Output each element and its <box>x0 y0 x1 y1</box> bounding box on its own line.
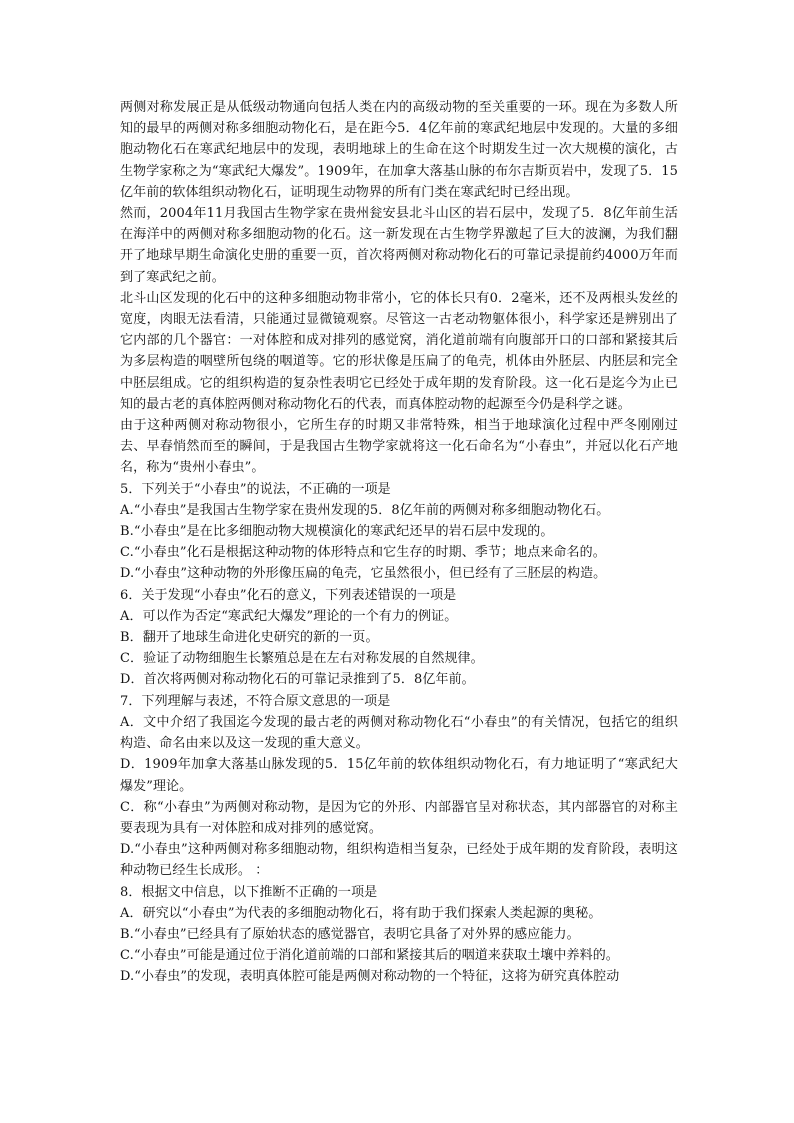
option-b: B.“小春虫”已经具有了原始状态的感觉器官，表明它具备了对外界的感应能力。 <box>120 926 580 942</box>
question-5 <box>120 479 678 585</box>
question-6 <box>120 585 678 691</box>
question-7 <box>120 691 678 882</box>
option-b: B.“小春虫”是在比多细胞动物大规模演化的寒武纪还早的岩石层中发现的。 <box>120 524 554 540</box>
option-c: C．验证了动物细胞生长繁殖总是在左右对称发展的自然规律。 <box>120 651 484 667</box>
passage-paragraph-3: 北斗山区发现的化石中的这种多细胞动物非常小，它的体长只有0．2毫米，还不及两根头发丝的宽度，肉眼无法看清，只能通过显微镜观察。尽管这一古老动物躯体很小，科学家还是辨别出了它内部的几个器官：一对体腔和成对排列的感觉窝，消化道前端有向腹部开口的口部和紧接其后为多层构造的咽壁所包绕的咽道等。它的形状像是压扁了的龟壳，机体由外胚层、内胚层和完全中胚层组成。它的组织构造的复杂性表明它已经处于成年期的发育阶段。这一化石是迄今为止已知的最古老的真体腔两侧对称动物化石的代表，而真体腔动物的起源至今仍是科学之谜。 <box>120 290 678 412</box>
option-c: C.“小春虫”化石是根据这种动物的体形特点和它生存的时期、季节；地点来命名的。 <box>120 545 606 561</box>
option-d: D．首次将两侧对称动物化石的可靠记录推到了5．8亿年前。 <box>120 672 475 688</box>
option-c: C.“小春虫”可能是通过位于消化道前端的口部和紧接其后的咽道来获取土壤中养料的。 <box>120 948 619 964</box>
option-d: D.“小春虫”的发现，表明真体腔可能是两侧对称动物的一个特征，这将为研究真体腔动 <box>120 969 620 985</box>
option-a: A.“小春虫”是我国古生物学家在贵州发现的5．8亿年前的两侧对称多细胞动物化石。 <box>120 502 610 518</box>
question-stem: 8．根据文中信息，以下推断不正确的一项是 <box>120 884 378 900</box>
option-b: D．1909年加拿大落基山脉发现的5．15亿年前的软体组织动物化石，有力地证明了“寒武纪大爆发”理论。 <box>120 757 678 794</box>
question-stem: 5．下列关于“小春虫”的说法，不正确的一项是 <box>120 481 391 497</box>
passage-paragraph-1: 两侧对称发展正是从低级动物通向包括人类在内的高级动物的至关重要的一环。现在为多数人所知的最早的两侧对称多细胞动物化石，是在距今5．4亿年前的寒武纪地层中发现的。大量的多细胞动物化石在寒武纪地层中的发现，表明地球上的生命在这个时期发生过一次大规模的演化，古生物学家称之为“寒武纪大爆发”。1909年，在加拿大落基山脉的布尔吉斯页岩中，发现了5．15亿年前的软体组织动物化石，证明现生动物界的所有门类在寒武纪时已经出现。 <box>120 100 678 200</box>
option-a: A．研究以“小春虫”为代表的多细胞动物化石，将有助于我们探索人类起源的奥秘。 <box>120 905 602 921</box>
option-d: D.“小春虫”这种两侧对称多细胞动物，组织构造相当复杂，已经处于成年期的发育阶段，表明这种动物已经生长成形。 ： <box>120 842 678 879</box>
document-page <box>120 97 678 988</box>
option-d: D.“小春虫”这种动物的外形像压扁的龟壳，它虽然很小，但已经有了三胚层的构造。 <box>120 566 607 582</box>
option-b: B．翻开了地球生命进化史研究的新的一页。 <box>120 630 379 646</box>
option-a: A．文中介绍了我国迄今发现的最古老的两侧对称动物化石“小春虫”的有关情况，包括它的组织构造、命名由来以及这一发现的重大意义。 <box>120 714 678 752</box>
question-8 <box>120 882 678 988</box>
option-c: C．称“小春虫”为两侧对称动物，是因为它的外形、内部器官呈对称状态，其内部器官的对称主要表现为具有一对体腔和成对排列的感觉窝。 <box>120 799 678 836</box>
passage-paragraph-4: 由于这种两侧对称动物很小，它所生存的时期又非常特殊，相当于地球演化过程中严冬刚刚过去、早春悄然而至的瞬间，于是我国古生物学家就将这一化石命名为“小春虫”，并冠以化石产地名，称为“贵州小春虫”。 <box>120 418 678 476</box>
question-stem: 6．关于发现“小春虫”化石的意义，下列表述错误的一项是 <box>120 587 457 603</box>
passage-paragraph-2: 然而，2004年11月我国古生物学家在贵州瓮安县北斗山区的岩石层中，发现了5．8亿年前生活在海洋中的两侧对称多细胞动物的化石。这一新发现在古生物学界激起了巨大的波澜，为我们翻开了地球早期生命演化史册的重要一页，首次将两侧对称动物化石的可靠记录提前约4000万年而到了寒武纪之前。 <box>120 206 678 285</box>
option-a: A．可以作为否定“寒武纪大爆发”理论的一个有力的例证。 <box>120 608 458 624</box>
question-stem: 7．下列理解与表述，不符合原文意思的一项是 <box>120 693 391 709</box>
